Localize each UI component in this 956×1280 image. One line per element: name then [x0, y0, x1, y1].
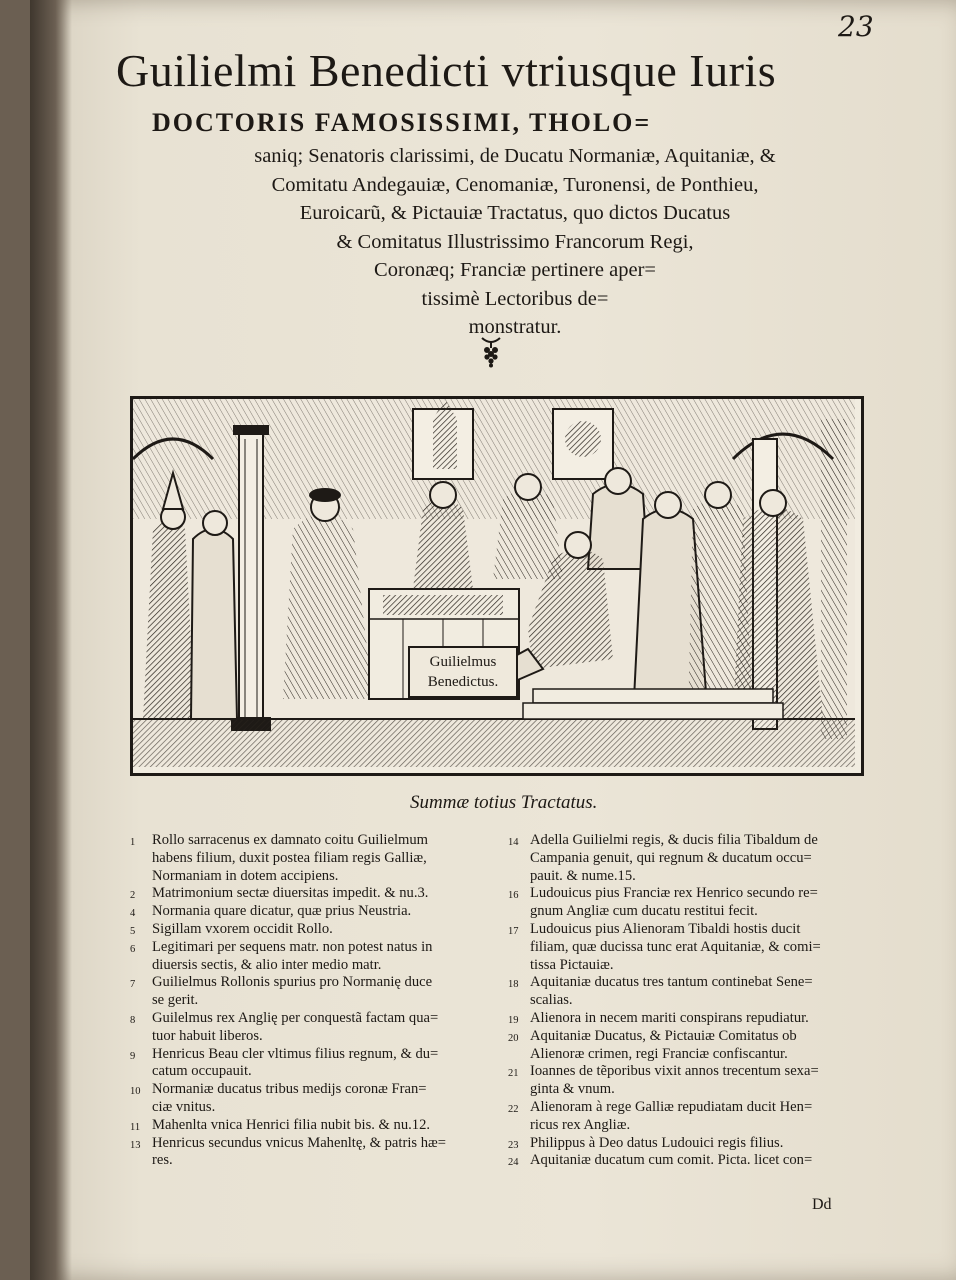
list-item	[508, 921, 888, 974]
list-item	[130, 974, 508, 1010]
entry-line: diuersis sectis, & alio inter medio matr.	[152, 956, 382, 973]
entry-number: 22	[508, 1103, 519, 1115]
list-item	[130, 832, 508, 885]
entry-number: 16	[508, 890, 519, 902]
list-item	[508, 1135, 888, 1153]
entry-number: 13	[130, 1139, 141, 1151]
entry-number: 17	[508, 925, 519, 937]
entry-line: Alienoram à rege Galliæ repudiatam ducit Hen=	[530, 1098, 813, 1115]
entry-line: Aquitaniæ ducatum cum comit. Picta. licet con=	[530, 1152, 813, 1169]
entry-line: res.	[152, 1152, 173, 1169]
list-item	[130, 1046, 508, 1082]
title-line: Coronæq; Franciæ pertinere aper=	[374, 259, 656, 281]
caption-line: Guilielmus	[429, 654, 497, 670]
entry-line: Philippus à Deo datus Ludouici regis filius.	[530, 1134, 784, 1151]
entry-line: Ioannes de tẽporibus vixit annos trecentum sexa=	[530, 1063, 819, 1080]
title-line: Euroicarũ, & Pictauiæ Tractatus, quo dictos Ducatus	[299, 202, 731, 224]
entry-number: 24	[508, 1157, 519, 1169]
entry-line: scalias.	[530, 992, 573, 1009]
entry-number: 20	[508, 1032, 519, 1044]
title-line: Comitatu Andegauiæ, Cenomaniæ, Turonensi, de Ponthieu,	[271, 173, 759, 196]
title-line-2: DOCTORIS FAMOSISSIMI, THOLO=	[152, 108, 652, 137]
list-item	[508, 1028, 888, 1064]
title-line: monstratur.	[468, 316, 562, 338]
entry-line: Normania quare dicatur, quæ prius Neustria.	[152, 903, 412, 920]
entry-line: Normaniæ ducatus tribus medijs coronæ Fran=	[152, 1081, 427, 1098]
woodcut-scene-icon	[133, 399, 855, 767]
entry-line: Mahenlta vnica Henrici filia nubit bis. & nu.12.	[152, 1116, 431, 1133]
entry-number: 5	[130, 925, 136, 937]
entry-number: 14	[508, 837, 519, 848]
catchword: Dd	[812, 1196, 832, 1213]
entry-line: Adella Guilielmi regis, & ducis filia Tibaldum de	[530, 832, 818, 848]
title-body	[150, 142, 880, 342]
title-line: & Comitatus Illustrissimo Francorum Regi,	[336, 230, 694, 253]
entry-number: 10	[130, 1086, 141, 1098]
entry-number: 18	[508, 979, 519, 991]
entry-line: ciæ vnitus.	[152, 1098, 216, 1115]
list-item	[130, 1010, 508, 1046]
summary-column-right	[508, 832, 888, 1170]
summary-heading: Summæ totius Tractatus.	[410, 792, 598, 813]
entry-line: Alienora in necem mariti conspirans repudiatur.	[530, 1009, 809, 1026]
list-item	[130, 939, 508, 975]
entry-line: ricus rex Angliæ.	[530, 1116, 631, 1133]
entry-number: 9	[130, 1050, 136, 1062]
entry-line: tissa Pictauiæ.	[530, 956, 614, 973]
entry-number: 1	[130, 837, 136, 848]
fleuron-ornament-icon	[478, 334, 504, 368]
entry-line: habens filium, duxit postea filiam regis Galliæ,	[152, 849, 427, 866]
woodcut-caption	[408, 646, 518, 698]
entry-number: 6	[130, 943, 136, 955]
entry-line: Matrimonium sectæ diuersitas impedit. & nu.3.	[152, 885, 429, 902]
list-item	[130, 903, 508, 921]
entry-line: filiam, quæ ducissa tunc erat Aquitaniæ, & comi=	[530, 938, 821, 955]
entry-number: 21	[508, 1068, 519, 1080]
list-item	[508, 832, 888, 885]
entry-line: Normaniam in dotem accipiens.	[152, 867, 339, 884]
entry-line: tuor habuit liberos.	[152, 1027, 263, 1044]
entry-line: Ludouicus pius Alienoram Tibaldi hostis ducit	[530, 920, 801, 937]
entry-line: Aquitaniæ Ducatus, & Pictauiæ Comitatus ob	[530, 1027, 797, 1044]
entry-number: 7	[130, 979, 136, 991]
entry-number: 2	[130, 890, 136, 902]
list-item	[508, 1010, 888, 1028]
entry-number: 4	[130, 908, 136, 920]
list-item	[508, 1063, 888, 1099]
list-item	[508, 974, 888, 1010]
binding-gutter	[30, 0, 72, 1280]
entry-line: Ludouicus pius Franciæ rex Henrico secundo re=	[530, 885, 818, 902]
entry-line: pauit. & nume.15.	[530, 867, 636, 884]
page-number: 23	[838, 10, 874, 43]
entry-line: gnum Angliæ cum ducatu restitui fecit.	[530, 903, 758, 920]
entry-line: Henricus Beau cler vltimus filius regnum, & du=	[152, 1045, 439, 1062]
list-item	[130, 921, 508, 939]
caption-line: Benedictus.	[427, 674, 499, 690]
title-line: tissimè Lectoribus de=	[421, 287, 609, 310]
entry-line: ginta & vnum.	[530, 1081, 615, 1098]
list-item	[130, 1081, 508, 1117]
list-item	[508, 1152, 888, 1170]
book-page	[30, 0, 956, 1280]
entry-line: Aquitaniæ ducatus tres tantum continebat Sene=	[530, 974, 813, 991]
entry-number: 23	[508, 1139, 519, 1151]
entry-number: 11	[130, 1121, 141, 1133]
woodcut-illustration	[130, 396, 864, 776]
entry-line: Alienoræ crimen, regi Franciæ confiscantur.	[530, 1045, 788, 1062]
title-line: saniq; Senatoris clarissimi, de Ducatu Normaniæ, Aquitaniæ, &	[254, 145, 776, 167]
list-item	[508, 885, 888, 921]
summary-column-left	[130, 832, 508, 1170]
entry-line: Legitimari per sequens matr. non potest natus in	[152, 938, 433, 955]
entry-line: se gerit.	[152, 992, 199, 1009]
list-item	[130, 1117, 508, 1135]
entry-line: Rollo sarracenus ex damnato coitu Guilielmum	[152, 832, 428, 848]
entry-line: Campania genuit, qui regnum & ducatum occu=	[530, 849, 812, 866]
entry-number: 8	[130, 1014, 136, 1026]
title-line-1: Guilielmi Benedicti vtriusque Iuris	[116, 45, 777, 96]
entry-line: Henricus secundus vnicus Mahenltę, & patris hæ=	[152, 1134, 446, 1151]
entry-line: Guilielmus Rollonis spurius pro Normanię duce	[152, 974, 433, 991]
list-item	[130, 885, 508, 903]
entry-line: catum occupauit.	[152, 1063, 252, 1080]
list-item	[130, 1135, 508, 1171]
entry-line: Guilelmus rex Anglię per conquestã factam qua=	[152, 1009, 439, 1026]
entry-number: 19	[508, 1014, 519, 1026]
entry-line: Sigillam vxorem occidit Rollo.	[152, 920, 333, 937]
list-item	[508, 1099, 888, 1135]
